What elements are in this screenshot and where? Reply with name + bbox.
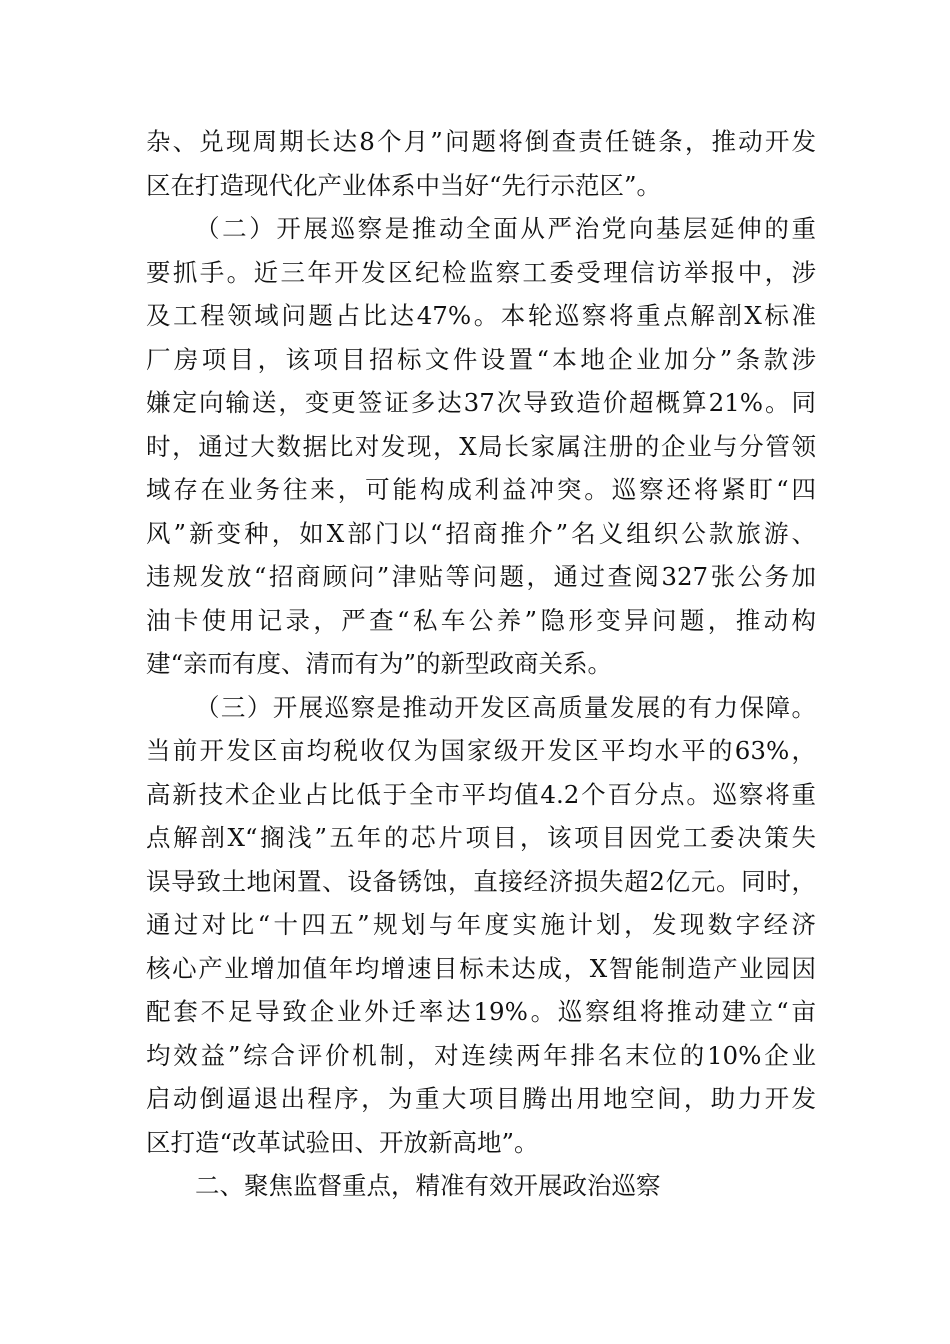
text-line: 误导致土地闲置、设备锈蚀，直接经济损失超2亿元。同时，	[146, 866, 816, 896]
text-line: 厂房项目，该项目招标文件设置“本地企业加分”条款涉	[146, 344, 816, 374]
paragraph-start-line: （三）开展巡察是推动开发区高质量发展的有力保障。	[195, 692, 816, 722]
text-line: 域存在业务往来，可能构成利益冲突。巡察还将紧盯“四	[146, 475, 816, 504]
text-line: 建“亲而有度、清而有为”的新型政商关系。	[146, 649, 613, 678]
text-line: 通过对比“十四五”规划与年度实施计划，发现数字经济	[146, 910, 816, 939]
text-line: 核心产业增加值年均增速目标未达成，X智能制造产业园因	[146, 953, 816, 983]
text-line: 违规发放“招商顾问”津贴等问题，通过查阅327张公务加	[146, 562, 816, 591]
text-line: 区在打造现代化产业体系中当好“先行示范区”。	[146, 170, 662, 200]
text-line: 均效益”综合评价机制，对连续两年排名末位的10%企业	[146, 1040, 816, 1070]
section-heading: 二、聚焦监督重点，精准有效开展政治巡察	[195, 1171, 661, 1200]
text-line: 及工程领域问题占比达47%。本轮巡察将重点解剖X标准	[146, 301, 816, 330]
text-line: 要抓手。近三年开发区纪检监察工委受理信访举报中，涉	[146, 257, 816, 287]
text-line: 高新技术企业占比低于全市平均值4.2个百分点。巡察将重	[146, 779, 816, 809]
text-line: 启动倒逼退出程序，为重大项目腾出用地空间，助力开发	[146, 1084, 816, 1113]
text-line: 区打造“改革试验田、开放新高地”。	[146, 1127, 539, 1157]
text-line: 风”新变种，如X部门以“招商推介”名义组织公款旅游、	[146, 518, 816, 548]
text-line: 点解剖X“搁浅”五年的芯片项目，该项目因党工委决策失	[146, 823, 816, 852]
text-line: 配套不足导致企业外迁率达19%。巡察组将推动建立“亩	[146, 997, 816, 1026]
text-line: 当前开发区亩均税收仅为国家级开发区平均水平的63%，	[146, 736, 816, 765]
body-text	[146, 120, 816, 1208]
text-line: 时，通过大数据比对发现，X局长家属注册的企业与分管领	[146, 431, 816, 461]
text-line: 杂、兑现周期长达8个月”问题将倒查责任链条，推动开发	[146, 127, 816, 156]
paragraph-start-line: （二）开展巡察是推动全面从严治党向基层延伸的重	[195, 214, 816, 243]
text-line: 嫌定向输送，变更签证多达37次导致造价超概算21%。同	[146, 388, 816, 417]
text-line: 油卡使用记录，严查“私车公养”隐形变异问题，推动构	[146, 605, 816, 635]
